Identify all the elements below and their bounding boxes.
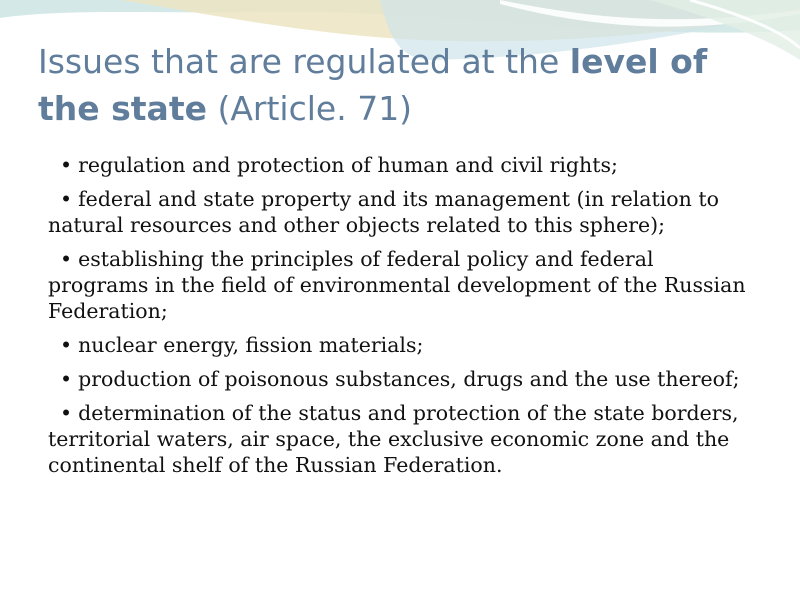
bullet-point-icon: • <box>60 333 73 357</box>
bullet-text: determination of the status and protection of the state borders, territorial waters, air space, the exclusive economic zone and the continental shelf of the Russian Federation. <box>48 401 739 477</box>
title-emphasis: level of the state <box>38 42 708 128</box>
bullet-point-icon: • <box>60 401 73 425</box>
bullet-text: establishing the principles of federal policy and federal programs in the field of environmental development of the Russian Federation; <box>48 247 746 323</box>
bullet-list <box>48 152 760 486</box>
bullet-point-icon: • <box>60 153 73 177</box>
title-article: (Article. 71) <box>206 89 413 128</box>
bullet-text: regulation and protection of human and civil rights; <box>78 153 618 177</box>
bullet-item <box>48 332 760 358</box>
bullet-item <box>48 186 760 238</box>
bullet-text: federal and state property and its management (in relation to natural resources and other objects related to this sphere); <box>48 187 719 237</box>
bullet-item <box>48 246 760 324</box>
slide-title <box>38 38 778 132</box>
bullet-text: production of poisonous substances, drugs and the use thereof; <box>78 367 740 391</box>
title-text: Issues that are regulated at the <box>38 42 570 81</box>
bullet-point-icon: • <box>60 247 73 271</box>
bullet-text: nuclear energy, fission materials; <box>78 333 424 357</box>
bullet-item <box>48 366 760 392</box>
bullet-item <box>48 152 760 178</box>
bullet-item <box>48 400 760 478</box>
bullet-point-icon: • <box>60 367 73 391</box>
bullet-point-icon: • <box>60 187 73 211</box>
